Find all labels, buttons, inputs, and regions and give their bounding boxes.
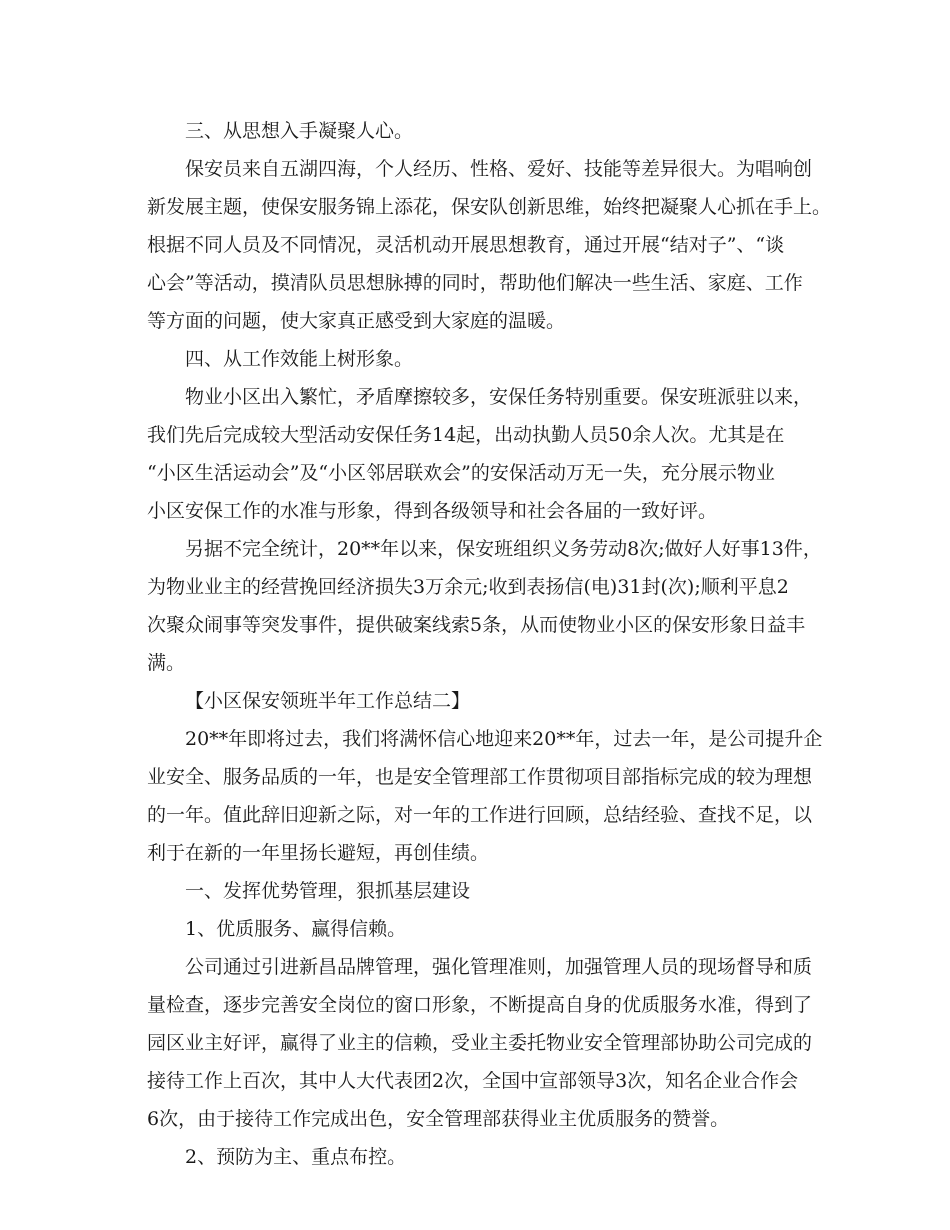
paragraph-line: 业安全、服务品质的一年，也是安全管理部工作贯彻项目部指标完成的较为理想 [147,766,813,788]
section-heading-3: 三、从思想入手凝聚人心。 [185,120,414,142]
section-heading-4: 四、从工作效能上树形象。 [185,348,414,370]
paragraph-line: 物业小区出入繁忙，矛盾摩擦较多，安保任务特别重要。保安班派驻以来， [185,386,813,408]
paragraph-line: 根据不同人员及不同情况，灵活机动开展思想教育，通过开展“结对子”、“谈 [147,234,785,256]
paragraph-line: 公司通过引进新昌品牌管理，强化管理准则，加强管理人员的现场督导和质 [185,956,813,978]
part-title: 【小区保安领班半年工作总结二】 [185,690,471,712]
paragraph-line: 新发展主题，使保安服务锦上添花，保安队创新思维，始终把凝聚人心抓在手上。 [147,196,832,218]
paragraph-line: 我们先后完成较大型活动安保任务14起，出动执勤人员50余人次。尤其是在 [147,424,785,446]
paragraph-line: 6次，由于接待工作完成出色，安全管理部获得业主优质服务的赞誉。 [147,1108,730,1130]
paragraph-line: 接待工作上百次，其中人大代表团2次，全国中宣部领导3次，知名企业合作会 [147,1070,799,1092]
paragraph-line: 心会”等活动，摸清队员思想脉搏的同时，帮助他们解决一些生活、家庭、工作 [147,272,803,294]
paragraph-line: 园区业主好评，赢得了业主的信赖，受业主委托物业安全管理部协助公司完成的 [147,1032,813,1054]
paragraph-line: 为物业业主的经营挽回经济损失3万余元;收到表扬信(电)31封(次);顺利平息2 [147,576,789,598]
subsection-heading-1: 1、优质服务、赢得信赖。 [185,918,407,940]
paragraph-line: 另据不完全统计，20**年以来，保安班组织义务劳动8次;做好人好事13件， [185,538,822,560]
paragraph-line: 小区安保工作的水准与形象，得到各级领导和社会各届的一致好评。 [147,500,718,522]
section-heading-1: 一、发挥优势管理，狠抓基层建设 [185,880,471,902]
paragraph-line: 等方面的问题，使大家真正感受到大家庭的温暖。 [147,310,566,332]
paragraph-line: 利于在新的一年里扬长避短，再创佳绩。 [147,842,490,864]
paragraph-line: 20**年即将过去，我们将满怀信心地迎来20**年，过去一年，是公司提升企 [185,728,823,750]
paragraph-line: 量检查，逐步完善安全岗位的窗口形象，不断提高自身的优质服务水准，得到了 [147,994,813,1016]
paragraph-line: 满。 [147,652,186,674]
paragraph-line: “小区生活运动会”及“小区邻居联欢会”的安保活动万无一失，充分展示物业 [147,462,775,484]
subsection-heading-2: 2、预防为主、重点布控。 [185,1146,407,1168]
paragraph-line: 的一年。值此辞旧迎新之际，对一年的工作进行回顾，总结经验、查找不足，以 [147,804,813,826]
paragraph-line: 次聚众闹事等突发事件，提供破案线索5条，从而使物业小区的保安形象日益丰 [147,614,806,636]
paragraph-line: 保安员来自五湖四海，个人经历、性格、爱好、技能等差异很大。为唱响创 [185,158,813,180]
